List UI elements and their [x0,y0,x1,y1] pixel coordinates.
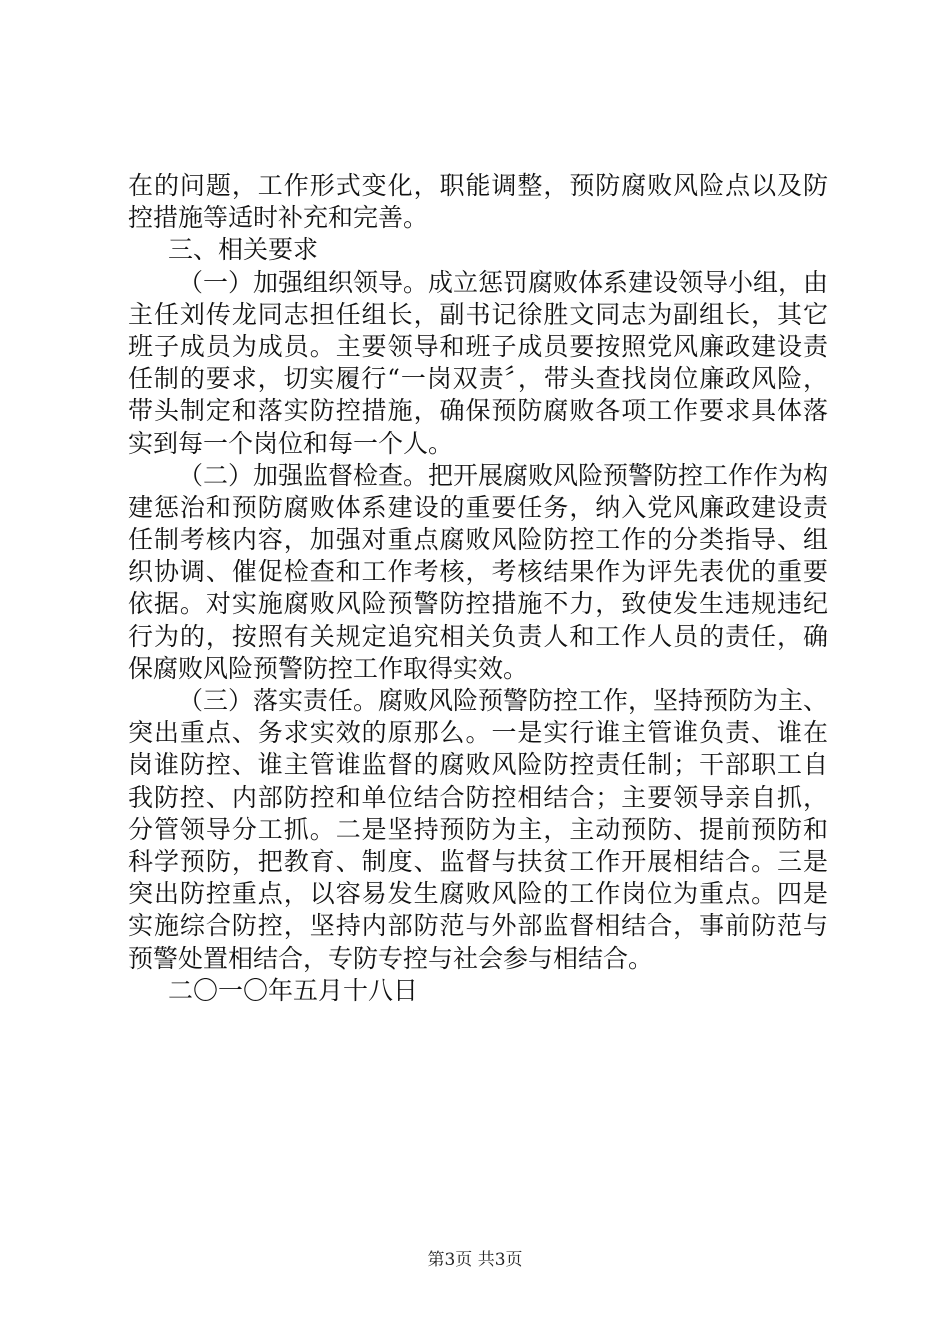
text-line: 控措施等适时补充和完善。 [128,203,429,233]
text-line: 预警处置相结合，专防专控与社会参与相结合。 [128,943,654,973]
text-line: 织协调、催促检查和工作考核，考核结果作为评先表优的重要 [128,557,828,587]
text-line: 实到每一个岗位和每一个人。 [128,428,454,458]
text-line: 突出防控重点，以容易发生腐败风险的工作岗位为重点。四是 [128,879,828,909]
text-line: （一）加强组织领导。成立惩罚腐败体系建设领导小组，由 [178,267,829,297]
text-line: 依据。对实施腐败风险预警防控措施不力，致使发生违规违纪 [128,589,828,619]
text-line: 分管领导分工抓。二是坚持预防为主，主动预防、提前预防和 [128,814,828,844]
text-line: 班子成员为成员。主要领导和班子成员要按照党风廉政建设责 [128,331,828,361]
text-line: 三、相关要求 [168,235,319,265]
text-line: 在的问题，工作形式变化，职能调整，预防腐败风险点以及防 [128,171,828,200]
text-line: 任制的要求，切实履行“一岗双责〞，带头查找岗位廉政风险， [128,364,828,394]
text-line: 主任刘传龙同志担任组长，副书记徐胜文同志为副组长，其它 [128,299,828,329]
text-line: 二〇一〇年五月十八日 [168,975,419,1005]
text-line: 行为的，按照有关规定追究相关负责人和工作人员的责任，确 [128,621,828,651]
text-line: （二）加强监督检查。把开展腐败风险预警防控工作作为构 [178,460,829,490]
text-line: （三）落实责任。腐败风险预警防控工作，坚持预防为主、 [178,686,829,715]
text-line: 实施综合防控，坚持内部防范与外部监督相结合，事前防范与 [128,911,828,941]
text-line: 岗谁防控、谁主管谁监督的腐败风险防控责任制；干部职工自 [128,750,828,780]
text-line: 建惩治和预防腐败体系建设的重要任务，纳入党风廉政建设责 [128,492,828,522]
document-body [128,170,828,1007]
text-line: 带头制定和落实防控措施，确保预防腐败各项工作要求具体落 [128,396,828,426]
text-line: 保腐败风险预警防控工作取得实效。 [128,653,529,683]
page-footer [0,1245,950,1270]
text-line: 突出重点、务求实效的原那么。一是实行谁主管谁负责、谁在 [128,718,828,748]
text-line: 我防控、内部防控和单位结合防控相结合；主要领导亲自抓， [128,782,828,812]
text-line: 任制考核内容，加强对重点腐败风险防控工作的分类指导、组 [128,525,828,555]
page-number-label: 第3页 共3页 [427,1250,523,1270]
text-line: 科学预防，把教育、制度、监督与扶贫工作开展相结合。三是 [128,846,828,876]
